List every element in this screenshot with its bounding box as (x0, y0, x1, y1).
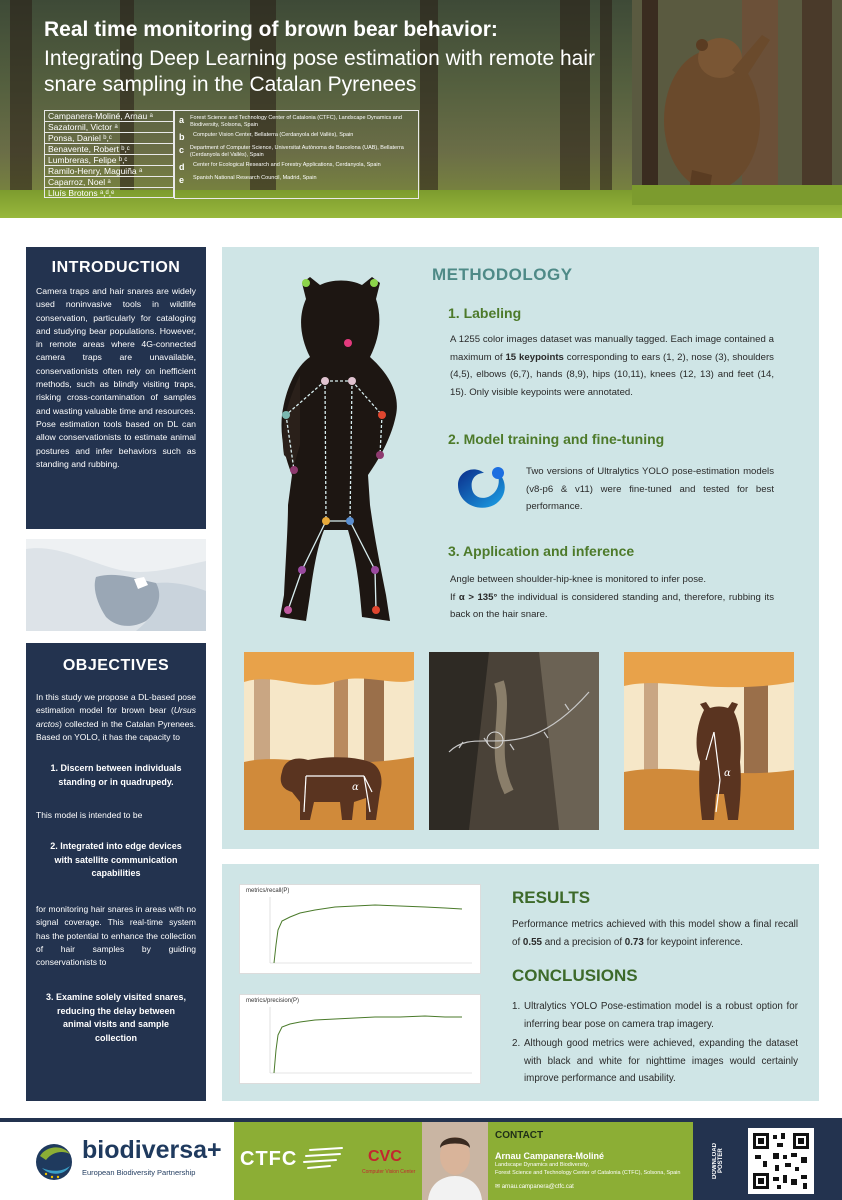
contact-name: Arnau Campanera-Moliné (495, 1151, 605, 1161)
conclusions-title: CONCLUSIONS (512, 966, 638, 985)
objectives-text: This model is intended to be (36, 810, 143, 821)
contact-heading: CONTACT (495, 1130, 544, 1141)
angle-label: α (352, 782, 359, 793)
list-item: 1. Ultralytics YOLO Pose-estimation model is a robust option for inferring bear pose on camera trap imagery. (512, 1001, 798, 1030)
list-item: 2. Although good metrics were achieved, expanding the dataset with black and white for nighttime images would certainly improve performance and usability. (512, 1038, 798, 1084)
results-box (222, 864, 819, 1101)
precision-value: 0.73 (624, 936, 644, 948)
objective-item: 1. Discern between individuals standing or in quadrupedy. (50, 763, 182, 787)
recall-curve (240, 885, 482, 975)
affiliation: c Department of Computer Science, Universitat Autònoma de Barcelona (UAB), Bellaterra (Cerdanyola del Vallès), Spain (179, 145, 404, 158)
contact-organization: Forest Science and Technology Center of Catalonia (CTFC), Solsona, Spain (495, 1170, 681, 1176)
header-divider (0, 218, 842, 236)
labeling-heading: 1. Labeling (448, 305, 522, 321)
recall-value: 0.55 (522, 936, 542, 948)
inference-heading: 3. Application and inference (448, 543, 635, 559)
introduction-paragraph: Camera traps and hair snares are widely used noninvasive tools in wildlife conservation, particularly for cataloging and studying bear populations. However, in remote areas where 4G-connected camera traps are unavailable, conservationists often rely on inefficient methods, such as blindly visiting traps, risking cross-contamination of samples and wasting valuable time and resources. (36, 286, 196, 416)
pose-illustration-panels (244, 652, 796, 830)
objective-item: 3. Examine solely visited snares, reducing the delay between animal visits and sample collection (45, 992, 187, 1043)
introduction-box (26, 247, 206, 529)
hair-snare-photo (429, 652, 599, 830)
results-text: Performance metrics achieved with this model show a final recall of 0.55 and a precision of 0.73 for keypoint inference. (512, 919, 798, 948)
bear-keypoint-illustration (240, 265, 440, 627)
author: Benavente, Robert ᵇ,ᶜ (44, 143, 174, 154)
introduction-title: INTRODUCTION (51, 259, 181, 276)
cvc-logo: CVC (368, 1148, 402, 1165)
affiliation: a Forest Science and Technology Center of Catalonia (CTFC), Landscape Dynamics and Biodiversity, Solsona, Spain (179, 115, 402, 128)
author: Lluís Brotons ᵃ,ᵈ,ᵉ (44, 187, 174, 198)
affiliation-list (174, 110, 419, 199)
standing-bear-illustration (624, 652, 794, 830)
affiliation: e Spanish National Research Council, Madrid, Spain (179, 175, 317, 185)
contact-email[interactable]: ✉ arnau.campanera@ctfc.cat (495, 1184, 574, 1190)
results-title: RESULTS (512, 888, 591, 907)
training-text: Two versions of Ultralytics YOLO pose-estimation models (v8-p6 & v11) were fine-tuned and tested for best performance. (526, 466, 774, 512)
mail-icon: ✉ (495, 1184, 502, 1190)
contact-role: Landscape Dynamics and Biodiversity, (495, 1162, 590, 1168)
recall-chart (239, 884, 481, 974)
methodology-title: METHODOLOGY (432, 265, 573, 284)
angle-label: α (724, 768, 731, 779)
chart-title: metrics/precision(P) (246, 998, 300, 1004)
objectives-text: for monitoring hair snares in areas with no signal coverage. This real-time system has the potential to enhance the collection of hair samples by guiding conservationists to (36, 903, 196, 968)
quadruped-bear-illustration (244, 652, 414, 830)
objectives-title: OBJECTIVES (62, 657, 170, 674)
author-photo (422, 1122, 488, 1200)
author: Sazatornil, Victor ᵃ (44, 121, 174, 132)
author: Lumbreras, Felipe ᵇ,ᶜ (44, 154, 174, 165)
biodiversa-tagline: European Biodiversity Partnership (82, 1168, 196, 1177)
training-heading: 2. Model training and fine-tuning (448, 431, 665, 447)
affiliation: d Center for Ecological Research and Forestry Applications, Cerdanyola, Spain (179, 162, 381, 172)
introduction-paragraph: Pose estimation tools based on DL can allow conservationists to estimate animal postures and infer behaviors such as standing and rubbing. (36, 418, 196, 469)
ctfc-stripes-icon (302, 1146, 346, 1172)
methodology-box (222, 247, 819, 849)
author: Campanera-Moliné, Arnau ᵃ (44, 110, 174, 121)
author: Caparroz, Noel ᵃ (44, 176, 174, 187)
objectives-box (26, 643, 206, 1101)
ctfc-logo: CTFC (240, 1148, 298, 1170)
poster-subtitle: Integrating Deep Learning pose estimation with remote hair snare sampling in the Catalan Pyrenees (44, 47, 595, 96)
author-list (44, 110, 174, 198)
author: Ramilo-Henry, Maguiña ᵃ (44, 165, 174, 176)
affiliation: b Computer Vision Center, Bellaterra (Cerdanyola del Vallès), Spain (179, 132, 354, 142)
poster-title: Real time monitoring of brown bear behavior: (44, 18, 498, 41)
ultralytics-logo-icon (454, 465, 510, 509)
biodiversa-wordmark: biodiversa+ (82, 1136, 222, 1164)
labeling-text: A 1255 color images dataset was manually tagged. Each image contained a maximum of 15 keypoints corresponding to ears (1, 2), nose (3), shoulders (4,5), elbows (6,7), hands (8,9), hips (10,11), knees (12, 13) and feet (14, 15). Only visible keypoints were annotated. (450, 334, 774, 398)
header-banner (0, 0, 842, 218)
cvc-subtitle: Computer Vision Center (362, 1169, 416, 1175)
precision-curve (240, 995, 482, 1085)
download-label: DOWNLOAD POSTER (712, 1143, 724, 1179)
objectives-intro: In this study we propose a DL-based pose estimation model for brown bear (Ursus arctos) collected in the Catalan Pyrenees. Based on YOLO, it has the capacity to (36, 692, 196, 742)
inference-text: Angle between shoulder-hip-knee is monitored to infer pose. If α > 135° the individual is considered standing and, therefore, rubbing its back on the hair snare. (450, 574, 774, 620)
contact-block (488, 1122, 693, 1200)
qr-code-icon[interactable] (748, 1128, 814, 1194)
climbing-bear-photo (632, 0, 842, 205)
footer (0, 1122, 842, 1200)
catalonia-map (26, 539, 206, 631)
author: Ponsa, Daniel ᵇ,ᶜ (44, 132, 174, 143)
precision-chart (239, 994, 481, 1084)
chart-title: metrics/recall(P) (246, 888, 290, 894)
species-name: Ursus arctos (36, 705, 196, 729)
conclusions-list (512, 998, 798, 1090)
objective-item: 2. Integrated into edge devices with satellite communication capabilities (50, 841, 182, 879)
